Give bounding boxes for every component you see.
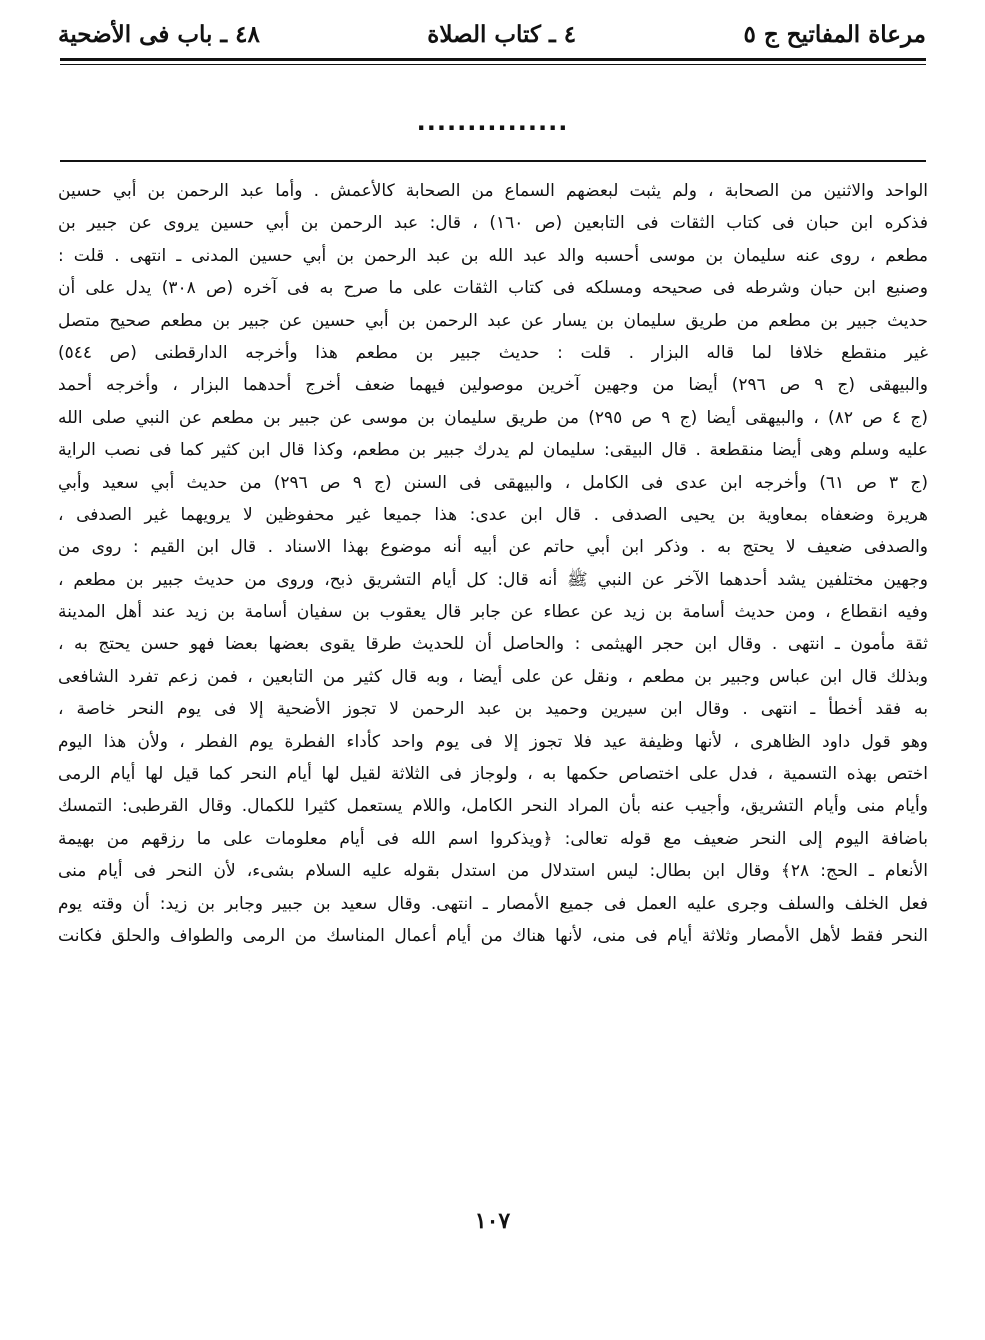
text-line: حديث جبير بن مطعم من طريق سليمان بن يسار عن عبد الرحمن بن أبي حسين عن جبير بن مطعم صحيح متصل bbox=[58, 310, 928, 331]
text-line: وأيام منى وأيام التشريق، وأجيب عنه بأن المراد النحر الكامل، واللام يستعمل كثيرا للكمال. وقال القرطبى: التمسك bbox=[58, 796, 928, 817]
header-section-title: ٤٨ ـ باب فى الأضحية bbox=[58, 20, 260, 48]
page-number: ١٠٧ bbox=[474, 1208, 511, 1234]
text-line: الواحد والاثنين من الصحابة ، ولم يثبت لبعضهم السماع من الصحابة كالأعمش . وأما عبد الرحمن بن أبي حسين bbox=[58, 181, 928, 201]
commentary-text bbox=[58, 175, 928, 952]
text-line: الأنعام ـ الحج: ٢٨﴾ وقال ابن بطال: ليس استدلال من استدل بقوله عليه السلام بشىء، لأن النحر فى أيام منى bbox=[58, 861, 928, 882]
text-line: والصدفى ضعيف لا يحتج به . وذكر ابن أبي حاتم عن أبيه أنه موضوع بهذا الاسناد . قال ابن القيم : روى من bbox=[58, 537, 928, 558]
text-line: به فقد أخطأ ـ انتهى . وقال ابن سيرين وحميد بن عبد الرحمن لا تجوز الأضحية إلا فى يوم النحر خاصة ، bbox=[58, 699, 928, 720]
header-rule-thin bbox=[60, 64, 926, 65]
header-chapter-title: ٤ ـ كتاب الصلاة bbox=[427, 20, 577, 48]
text-line: غير منقطع خلافا لما قاله البزار . قلت : حديث جبير بن مطعم هذا وأخرجه الدارقطنى (ص ٥٤٤) bbox=[58, 342, 928, 363]
text-line: مطعم ، روى عنه سليمان بن موسى أحسبه والد عبد الله بن عبد الرحمن بن أبي حسين المدنى ـ انتهى . قلت : bbox=[58, 245, 928, 266]
text-line: فعل الخلف والسلف وجرى عليه العمل فى جميع الأمصار ـ انتهى. وقال سعيد بن جبير وجابر بن زيد: أن وقته يوم bbox=[58, 893, 928, 914]
footnote-divider bbox=[60, 160, 926, 162]
text-line: عليه وسلم وهى أيضا منقطعة . قال البيقى: سليمان لم يدرك جبير بن مطعم، وكذا قال ابن كثير كما فى نصب الراية bbox=[58, 440, 928, 461]
text-line: وهو قول داود الظاهرى ، لأنها وظيفة عيد فلا تجوز إلا فى يوم واحد كأداء الفطرة يوم الفطر ، ولأن هذا اليوم bbox=[58, 731, 928, 752]
text-line: وفيه انقطاع ، ومن حديث أسامة بن زيد عن عطاء عن جابر قال يعقوب بن سفيان أسامة بن زيد عند أهل المدينة bbox=[58, 602, 928, 623]
text-line: فذكره ابن حبان فى كتاب الثقات فى التابعين (ص ١٦٠) ، قال: عبد الرحمن بن أبي حسين يروى عن جبير بن bbox=[58, 213, 928, 234]
text-line: وجهين مختلفين يشد أحدهما الآخر عن النبي ﷺ أنه قال: كل أيام التشريق ذبح، وروى من حديث جبير بن مطعم ، bbox=[58, 569, 928, 590]
text-line: اختص بهذه التسمية ، فدل على اختصاص حكمها به ، ولوجاز فى الثلاثة لقيل لها أيام النحر كما قيل لها أيام الرمى bbox=[58, 764, 928, 785]
text-line: ثقة مأمون ـ انتهى . وقال ابن حجر الهيثمى : والحاصل أن للحديث طرقا يقوى بعضها بعضا فهو حسن يحتج به ، bbox=[58, 634, 928, 655]
text-line: وبذلك قال ابن عباس وجبير بن مطعم ، ونقل عن على أيضا ، وبه قال كثير من التابعين ، فمن زعم تفرد الشافعى bbox=[58, 666, 928, 687]
text-line: باضافة اليوم إلى النحر ضعيف مع قوله تعالى: ﴿ويذكروا اسم الله فى أيام معلومات على ما رزقهم من بهيمة bbox=[58, 828, 928, 849]
header-book-title: مرعاة المفاتيح ج ٥ bbox=[743, 20, 926, 48]
text-line: هريرة وضعفاه بمعاوية بن يحيى الصدفى . قال ابن عدى: هذا جميعا غير محفوظين لا يرويهما غير الصدفى ، bbox=[58, 504, 928, 525]
running-header bbox=[58, 14, 926, 54]
text-line: (ج ٤ ص ٨٢) ، والبيهقى أيضا (ج ٩ ص ٢٩٥) من طريق سليمان بن موسى عن جبير بن مطعم عن النبي صلى الله bbox=[58, 407, 928, 428]
text-line: النحر فقط لأهل الأمصار وثلاثة أيام فى منى، لأنها هناك من أيام أعمال المناسك من الرمى والطواف والحلق فكانت bbox=[58, 925, 928, 946]
dotted-separator: ............... bbox=[416, 108, 569, 136]
text-line: والبيهقى (ج ٩ ص ٢٩٦) أيضا من وجهين آخرين موصولين فيهما ضعف أخرج أحدهما البزار ، وأخرجه أحمد bbox=[58, 375, 928, 396]
header-rule-thick bbox=[60, 58, 926, 61]
text-line: وصنيع ابن حبان وشرطه فى صحيحه ومسلكه فى كتاب الثقات على ما صرح به فى آخره (ص ٣٠٨) يدل على أن bbox=[58, 278, 928, 299]
text-line: (ج ٣ ص ٦١) وأخرجه ابن عدى فى الكامل ، والبيهقى فى السنن (ج ٩ ص ٢٩٦) من حديث أبي سعيد وأبي bbox=[58, 472, 928, 493]
